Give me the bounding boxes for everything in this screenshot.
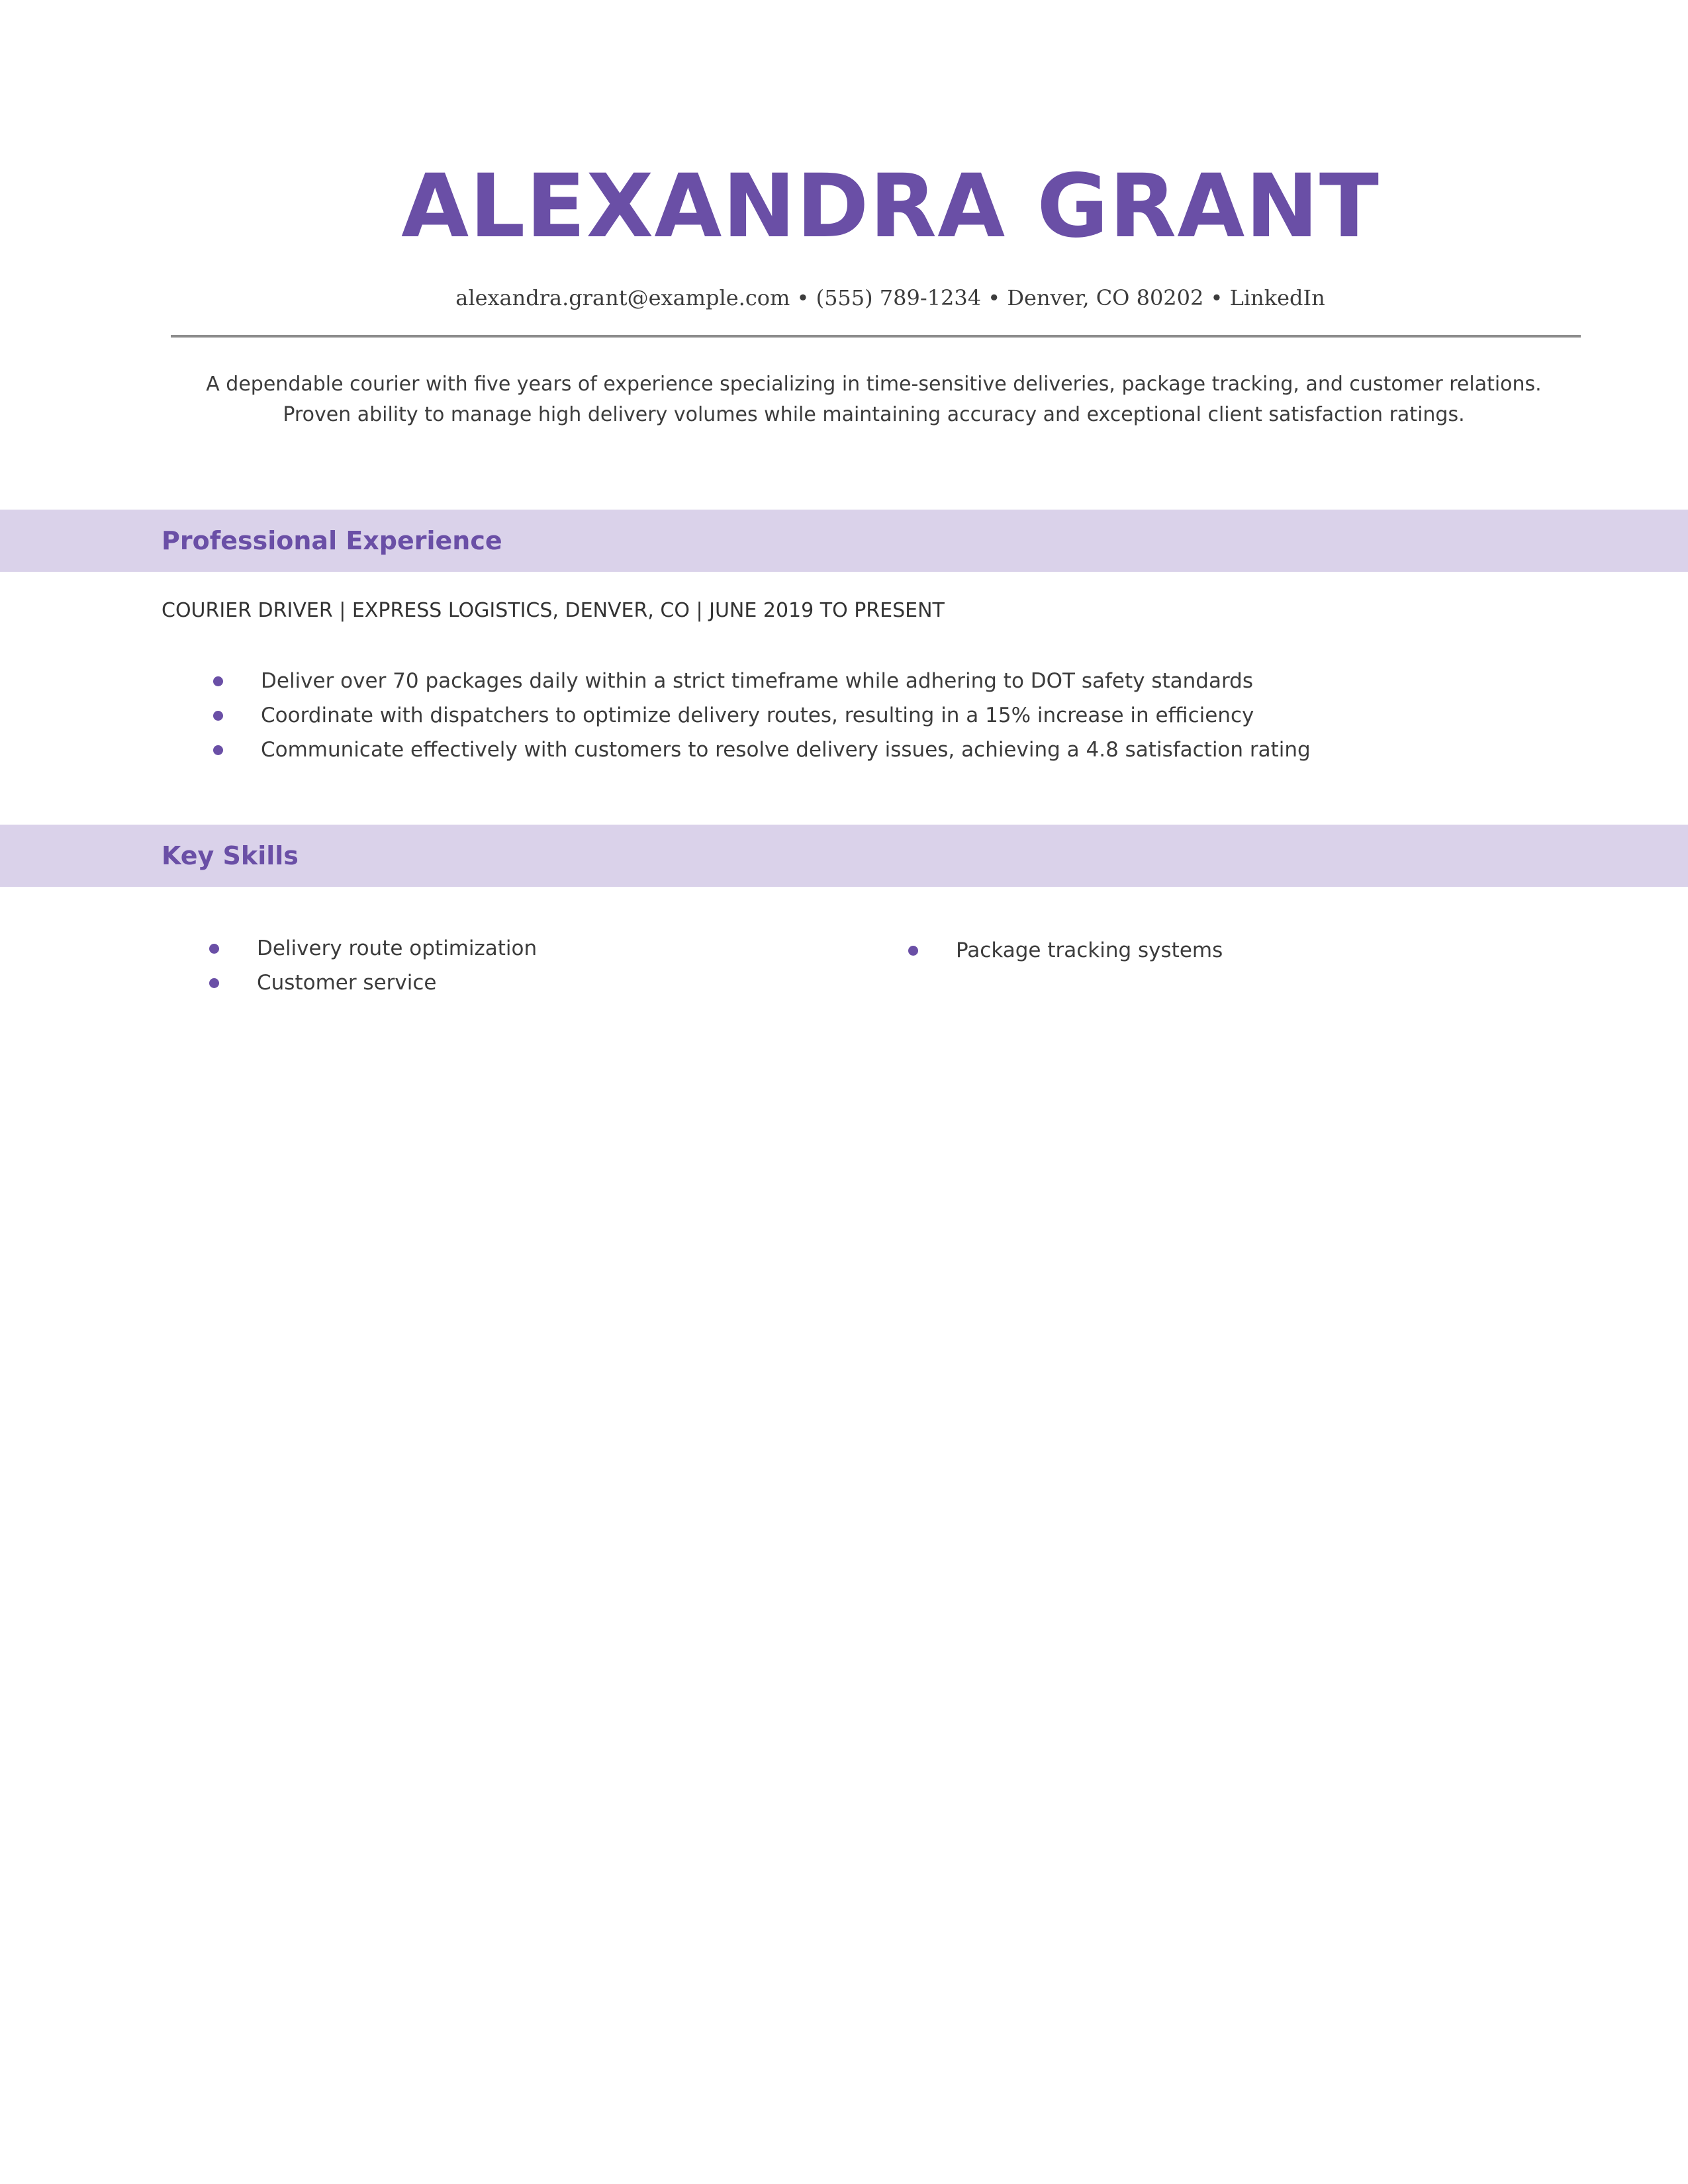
summary-line: Proven ability to manage high delivery volumes while maintaining accuracy and exceptional client satisfaction ratings. bbox=[283, 403, 1465, 426]
skill-item bbox=[257, 966, 537, 1000]
skills-section-header bbox=[0, 825, 1688, 887]
candidate-name: ALEXANDRA GRANT bbox=[401, 156, 1380, 257]
experience-bullet bbox=[261, 698, 1311, 733]
summary-line: A dependable courier with five years of experience specializing in time-sensitive deliveries, package tracking, and customer relations. bbox=[206, 373, 1542, 396]
experience-bullet-text: Deliver over 70 packages daily within a strict timeframe while adhering to DOT safety standards bbox=[261, 669, 1253, 693]
bullet-dot-icon bbox=[213, 676, 223, 686]
contact-line: alexandra.grant@example.com • (555) 789-1234 • Denver, CO 80202 • LinkedIn bbox=[455, 285, 1325, 310]
skills-section-title: Key Skills bbox=[162, 841, 299, 870]
skills-list-left bbox=[257, 931, 537, 1000]
experience-bullet-text: Communicate effectively with customers to resolve delivery issues, achieving a 4.8 satisfaction rating bbox=[261, 738, 1311, 762]
experience-bullet bbox=[261, 664, 1311, 698]
experience-bullet bbox=[261, 733, 1311, 767]
skill-item bbox=[257, 931, 537, 966]
experience-section-header bbox=[0, 510, 1688, 572]
bullet-dot-icon bbox=[209, 978, 219, 988]
bullet-dot-icon bbox=[908, 946, 918, 956]
experience-section-title: Professional Experience bbox=[162, 526, 502, 555]
job-title-line: COURIER DRIVER | EXPRESS LOGISTICS, DENVER, CO | JUNE 2019 TO PRESENT bbox=[162, 599, 945, 622]
experience-bullet-text: Coordinate with dispatchers to optimize delivery routes, resulting in a 15% increase in efficiency bbox=[261, 704, 1254, 727]
bullet-dot-icon bbox=[209, 944, 219, 954]
skill-item bbox=[956, 933, 1223, 968]
professional-summary bbox=[99, 369, 1648, 430]
header-divider bbox=[171, 335, 1581, 338]
bullet-dot-icon bbox=[213, 745, 223, 755]
skill-item-text: Package tracking systems bbox=[956, 938, 1223, 962]
skills-list-right bbox=[956, 933, 1223, 968]
skill-item-text: Customer service bbox=[257, 971, 437, 995]
bullet-dot-icon bbox=[213, 711, 223, 721]
experience-bullet-list bbox=[261, 664, 1311, 767]
skill-item-text: Delivery route optimization bbox=[257, 936, 538, 960]
